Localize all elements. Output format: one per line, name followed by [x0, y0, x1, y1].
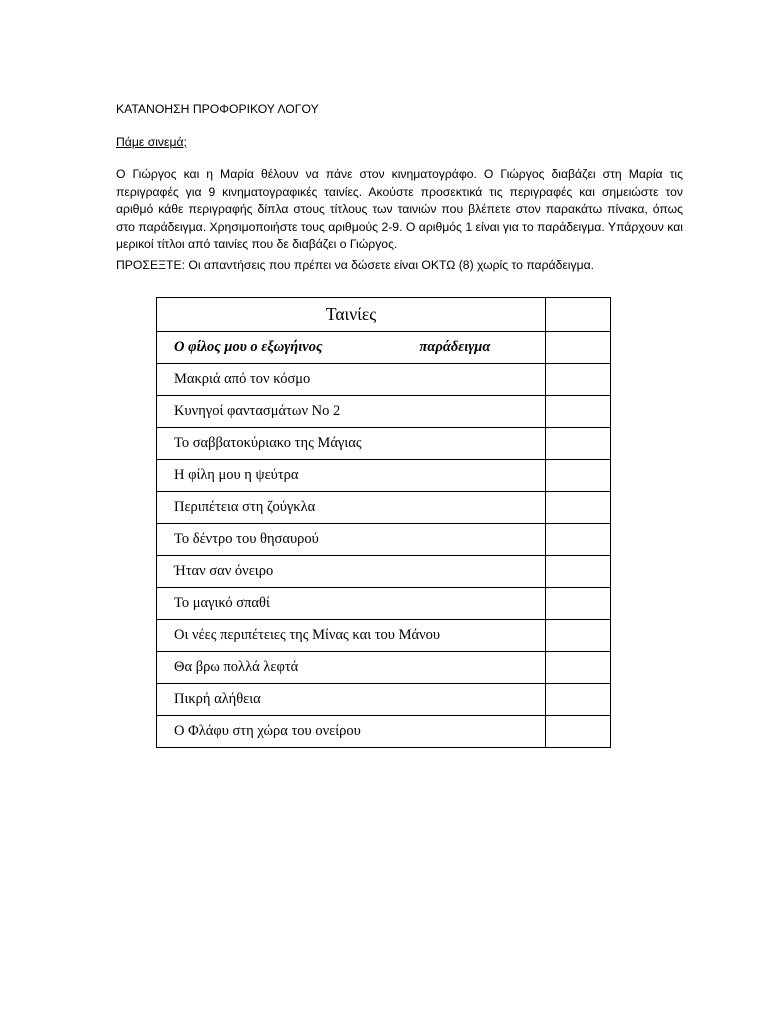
movie-title: Πικρή αλήθεια	[157, 684, 546, 716]
example-answer-cell	[546, 332, 611, 364]
answer-cell[interactable]	[546, 716, 611, 748]
movie-title: Η φίλη μου η ψεύτρα	[157, 460, 546, 492]
movie-title: Θα βρω πολλά λεφτά	[157, 652, 546, 684]
answer-cell[interactable]	[546, 364, 611, 396]
table-row	[157, 428, 611, 460]
movies-table	[156, 297, 611, 748]
movie-title: Περιπέτεια στη ζούγκλα	[157, 492, 546, 524]
movie-title: Ο Φλάφυ στη χώρα του ονείρου	[157, 716, 546, 748]
example-row	[157, 332, 611, 364]
movie-title: Μακριά από τον κόσμο	[157, 364, 546, 396]
answer-cell[interactable]	[546, 396, 611, 428]
example-label: παράδειγμα	[419, 339, 491, 355]
answer-cell[interactable]	[546, 684, 611, 716]
answer-cell[interactable]	[546, 620, 611, 652]
answer-cell[interactable]	[546, 524, 611, 556]
table-header-row	[157, 298, 611, 332]
table-row	[157, 684, 611, 716]
movie-title: Οι νέες περιπέτειες της Μίνας και του Μάνου	[157, 620, 546, 652]
table-row	[157, 716, 611, 748]
table-row	[157, 652, 611, 684]
movie-title: Το δέντρο του θησαυρού	[157, 524, 546, 556]
document-subheading: Πάμε σινεμά;	[116, 135, 187, 149]
movie-title: Κυνηγοί φαντασμάτων Νο 2	[157, 396, 546, 428]
table-row	[157, 492, 611, 524]
notice-paragraph: ΠΡΟΣΕΞΤΕ: Οι απαντήσεις που πρέπει να δώσετε είναι ΟΚΤΩ (8) χωρίς το παράδειγμα.	[116, 258, 595, 272]
answer-cell[interactable]	[546, 460, 611, 492]
table-row	[157, 396, 611, 428]
table-row	[157, 556, 611, 588]
table-header-blank-cell	[546, 298, 611, 332]
table-header: Ταινίες	[157, 298, 546, 332]
answer-cell[interactable]	[546, 556, 611, 588]
answer-cell[interactable]	[546, 492, 611, 524]
answer-cell[interactable]	[546, 652, 611, 684]
table-row	[157, 588, 611, 620]
movie-title: Ήταν σαν όνειρο	[157, 556, 546, 588]
movie-title: Το σαββατοκύριακο της Μάγιας	[157, 428, 546, 460]
example-cell	[157, 332, 546, 364]
answer-cell[interactable]	[546, 428, 611, 460]
table-row	[157, 364, 611, 396]
movie-title: Το μαγικό σπαθί	[157, 588, 546, 620]
table-row	[157, 620, 611, 652]
document-heading: ΚΑΤΑΝΟΗΣΗ ΠΡΟΦΟΡΙΚΟΥ ΛΟΓΟΥ	[116, 102, 319, 116]
example-title: Ο φίλος μου ο εξωγήινος	[174, 339, 323, 355]
answer-cell[interactable]	[546, 588, 611, 620]
table-row	[157, 460, 611, 492]
instructions-paragraph: Ο Γιώργος και η Μαρία θέλουν να πάνε στον κινηματογράφο. Ο Γιώργος διαβάζει στη Μαρία τις περιγραφές για 9 κινηματογραφικές ταινίες. Ακούστε προσεκτικά τις περιγραφές και σημειώστε τον αριθμό κάθε περιγραφής δίπλα στους τίτλους των ταινιών που βλέπετε στον παρακάτω πίνακα, όπως στο παράδειγμα. Χρησιμοποιήστε τους αριθμούς 2-9. Ο αριθμός 1 είναι για το παράδειγμα. Υπάρχουν και μερικοί τίτλοι από ταινίες που δε διαβάζει ο Γιώργος.	[116, 167, 683, 251]
table-row	[157, 524, 611, 556]
